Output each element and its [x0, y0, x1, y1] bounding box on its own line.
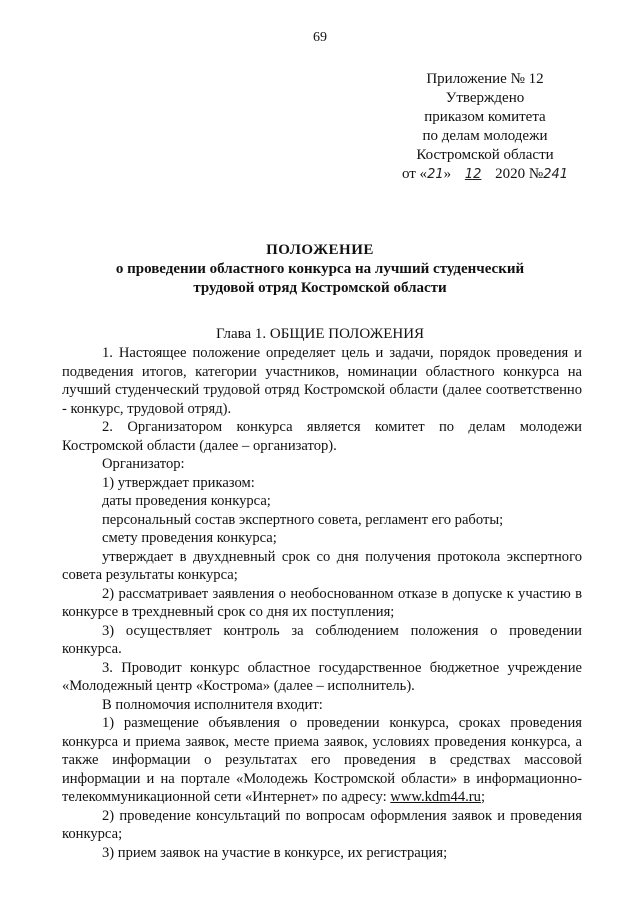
order-date-day: 21: [427, 167, 444, 182]
paragraph-3: Организатор:: [102, 456, 185, 472]
approved-by-order: приказом комитета: [424, 109, 546, 125]
order-date-prefix: от «: [401, 166, 428, 182]
paragraph-4: 1) утверждает приказом:: [102, 474, 255, 491]
paragraph-1: 1. Настоящее положение определяет цель и задачи, порядок проведения и подведения итогов, категории участников, номинации областного конкурса на лучший студенческий трудовой отряд Костромской области (далее соответственно - конкурс, трудовой отряд).: [62, 345, 582, 417]
document-title: [60, 241, 580, 298]
paragraph-7: смету проведения конкурса;: [102, 530, 277, 546]
paragraph-13-text: 1) размещение объявления о проведении конкурса, сроках проведения конкурса и приема заявок, месте приема заявок, условиях проведения конкурса, а также информации о результатах его проведения в средствах массовой информации и на портале «Молодежь Костромской области» в информационно-телекоммуникационной сети «Интернет» по адресу:: [62, 715, 582, 805]
paragraph-12: В полномочия исполнителя входит:: [102, 696, 323, 713]
order-date-mid: »: [443, 166, 455, 182]
paragraph-2: 2. Организатором конкурса является комитет по делам молодежи Костромской области (далее – организатор).: [62, 419, 582, 454]
paragraph-8: утверждает в двухдневный срок со дня получения протокола экспертного совета результаты конкурса;: [62, 548, 582, 583]
paragraph-6: персональный состав экспертного совета, регламент его работы;: [102, 511, 504, 528]
chapter-heading: Глава 1. ОБЩИЕ ПОЛОЖЕНИЯ: [215, 326, 425, 342]
paragraph-13-end: ;: [480, 789, 486, 805]
appendix-number: Приложение № 12: [426, 71, 544, 87]
paragraph-13: [62, 714, 582, 807]
approved-label: Утверждено: [445, 90, 525, 106]
paragraph-11: 3. Проводит конкурс областное государственное бюджетное учреждение «Молодежный центр «Кострома» (далее – исполнитель).: [62, 659, 582, 694]
order-number: 241: [543, 167, 569, 182]
title-sub-2: трудовой отряд Костромской области: [193, 280, 447, 296]
title-main: ПОЛОЖЕНИЕ: [266, 242, 374, 258]
title-sub-1: о проведении областного конкурса на лучший студенческий: [115, 261, 525, 277]
paragraph-5: даты проведения конкурса;: [102, 493, 271, 509]
portal-link[interactable]: www.kdm44.ru: [390, 789, 481, 805]
document-body: [62, 344, 582, 862]
paragraph-9: 2) рассматривает заявления о необоснованном отказе в допуске к участию в конкурсе в трехдневный срок со дня их поступления;: [62, 585, 582, 620]
paragraph-15: 3) прием заявок на участие в конкурсе, их регистрация;: [102, 844, 448, 861]
appendix-approval-block: [390, 70, 580, 184]
approved-by-region: Костромской области: [416, 147, 554, 163]
paragraph-10: 3) осуществляет контроль за соблюдением положения о проведении конкурса.: [62, 622, 582, 657]
order-date-line: [390, 165, 580, 184]
page-number: 69: [313, 30, 327, 45]
approved-by-committee: по делам молодежи: [422, 128, 548, 144]
order-date-month: 12: [464, 167, 482, 182]
order-date-year: 2020 №: [491, 166, 544, 182]
paragraph-14: 2) проведение консультаций по вопросам оформления заявок и проведения конкурса;: [62, 807, 582, 842]
